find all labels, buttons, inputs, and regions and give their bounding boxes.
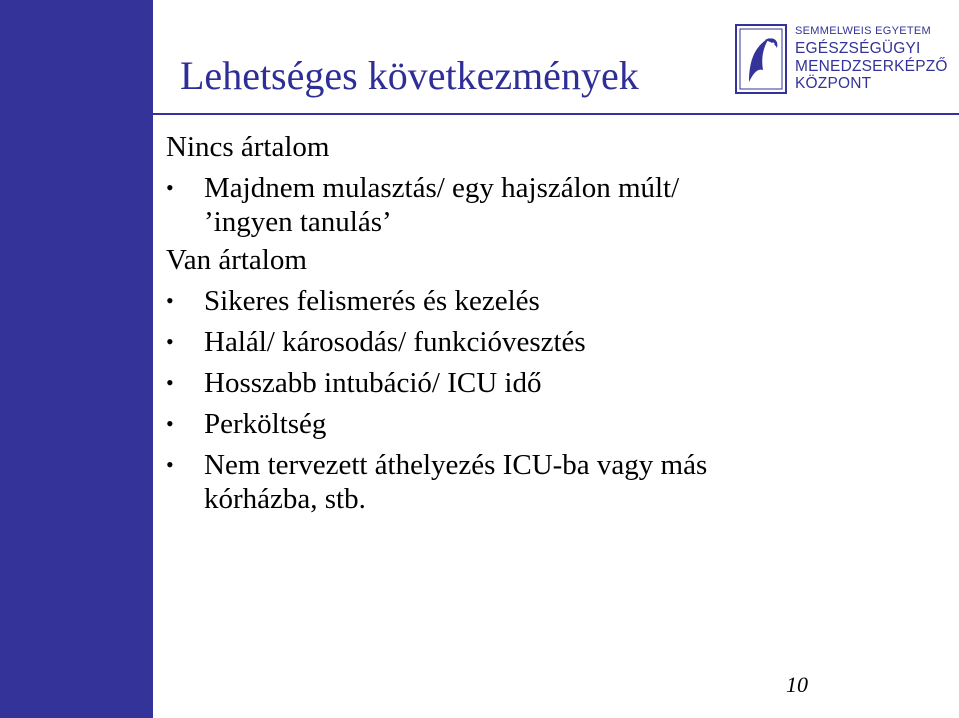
bullet-icon: • xyxy=(166,411,174,436)
logo xyxy=(735,22,955,100)
section-heading-harm: Van ártalom xyxy=(166,244,307,276)
bullet-icon: • xyxy=(166,288,174,313)
list-item-text: Majdnem mulasztás/ egy hajszálon múlt/ xyxy=(204,172,680,204)
title-divider xyxy=(153,113,959,115)
bullet-icon: • xyxy=(166,175,174,200)
list-item xyxy=(166,325,906,359)
list-item xyxy=(166,448,906,516)
page-number: 10 xyxy=(786,672,808,697)
list-item xyxy=(166,366,906,400)
sidebar-band xyxy=(0,0,153,718)
list-item-text: Nem tervezett áthelyezés ICU-ba vagy más xyxy=(204,449,708,481)
list-item-text-continued: kórházba, stb. xyxy=(204,483,366,515)
list-item-text: Sikeres felismerés és kezelés xyxy=(204,285,540,317)
bullet-icon: • xyxy=(166,370,174,395)
section-heading-no-harm: Nincs ártalom xyxy=(166,131,330,163)
list-item xyxy=(166,284,906,318)
slide-content xyxy=(166,130,906,523)
university-emblem-icon xyxy=(735,24,787,94)
logo-text xyxy=(795,26,948,94)
list-item-text: Halál/ károsodás/ funkcióvesztés xyxy=(204,326,586,358)
bullet-icon: • xyxy=(166,329,174,354)
logo-line-4: KÖZPONT xyxy=(795,75,872,92)
logo-line-1: SEMMELWEIS EGYETEM xyxy=(795,25,931,37)
slide-title: Lehetséges következmények xyxy=(180,53,639,98)
list-item-text: Perköltség xyxy=(204,408,327,440)
list-item xyxy=(166,407,906,441)
logo-line-3: MENEDZSERKÉPZŐ xyxy=(795,57,948,75)
logo-line-2: EGÉSZSÉGÜGYI xyxy=(795,40,921,57)
list-item xyxy=(166,171,906,239)
list-item-text: Hosszabb intubáció/ ICU idő xyxy=(204,367,542,399)
bullet-icon: • xyxy=(166,452,174,477)
list-item-text-continued: ’ingyen tanulás’ xyxy=(204,206,392,238)
